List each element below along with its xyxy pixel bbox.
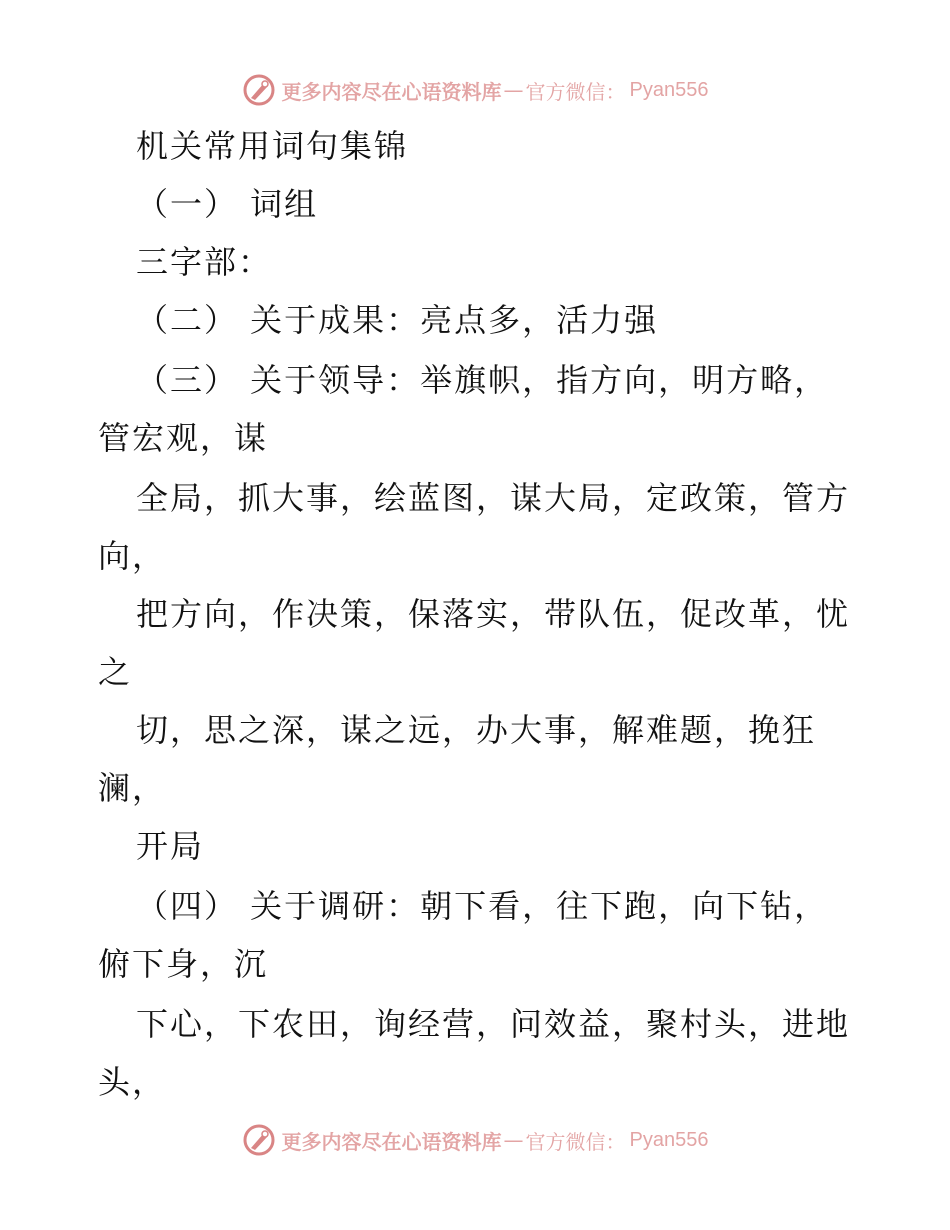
watermark-banner-bottom: [0, 1120, 950, 1160]
watermark-dash: —: [503, 1128, 524, 1152]
paragraph-line: 开局: [136, 827, 205, 865]
section-heading: （一） 词组: [136, 185, 319, 223]
watermark-wechat-id: Pyan556: [629, 78, 709, 101]
paragraph-line: 向，: [98, 537, 167, 575]
watermark-banner-top: [0, 70, 950, 110]
watermark-wechat-label: 官方微信：: [525, 1129, 626, 1154]
paragraph-line: （三） 关于领导：举旗帜，指方向，明方略，: [136, 361, 829, 399]
watermark-wechat-label: 官方微信：: [525, 79, 626, 104]
subsection-heading: 三字部：: [136, 243, 273, 281]
watermark-text: 更多内容尽在心语资料库: [281, 1129, 502, 1154]
paragraph-line: （二） 关于成果：亮点多，活力强: [136, 301, 659, 339]
watermark-wechat-id: Pyan556: [629, 1128, 709, 1151]
paragraph-line: 头，: [98, 1063, 167, 1101]
paragraph-line: 切，思之深，谋之远，办大事，解难题，挽狂: [136, 711, 817, 749]
paragraph-line: （四） 关于调研：朝下看，往下跑，向下钻，: [136, 887, 829, 925]
paragraph-line: 管宏观，谋: [98, 419, 269, 457]
watermark-text: 更多内容尽在心语资料库: [281, 79, 502, 104]
paragraph-line: 澜，: [98, 769, 167, 807]
paragraph-line: 全局，抓大事，绘蓝图，谋大局，定政策，管方: [136, 479, 851, 517]
paragraph-line: 俯下身，沉: [98, 945, 269, 983]
paragraph-line: 之: [98, 653, 133, 691]
paragraph-line: 下心，下农田，询经营，问效益，聚村头，进地: [136, 1005, 851, 1043]
pen-logo-icon: [242, 1123, 276, 1157]
pen-logo-icon: [242, 73, 276, 107]
document-title: 机关常用词句集锦: [136, 127, 409, 165]
paragraph-line: 把方向，作决策，保落实，带队伍，促改革，忧: [136, 595, 851, 633]
watermark-dash: —: [503, 78, 524, 102]
